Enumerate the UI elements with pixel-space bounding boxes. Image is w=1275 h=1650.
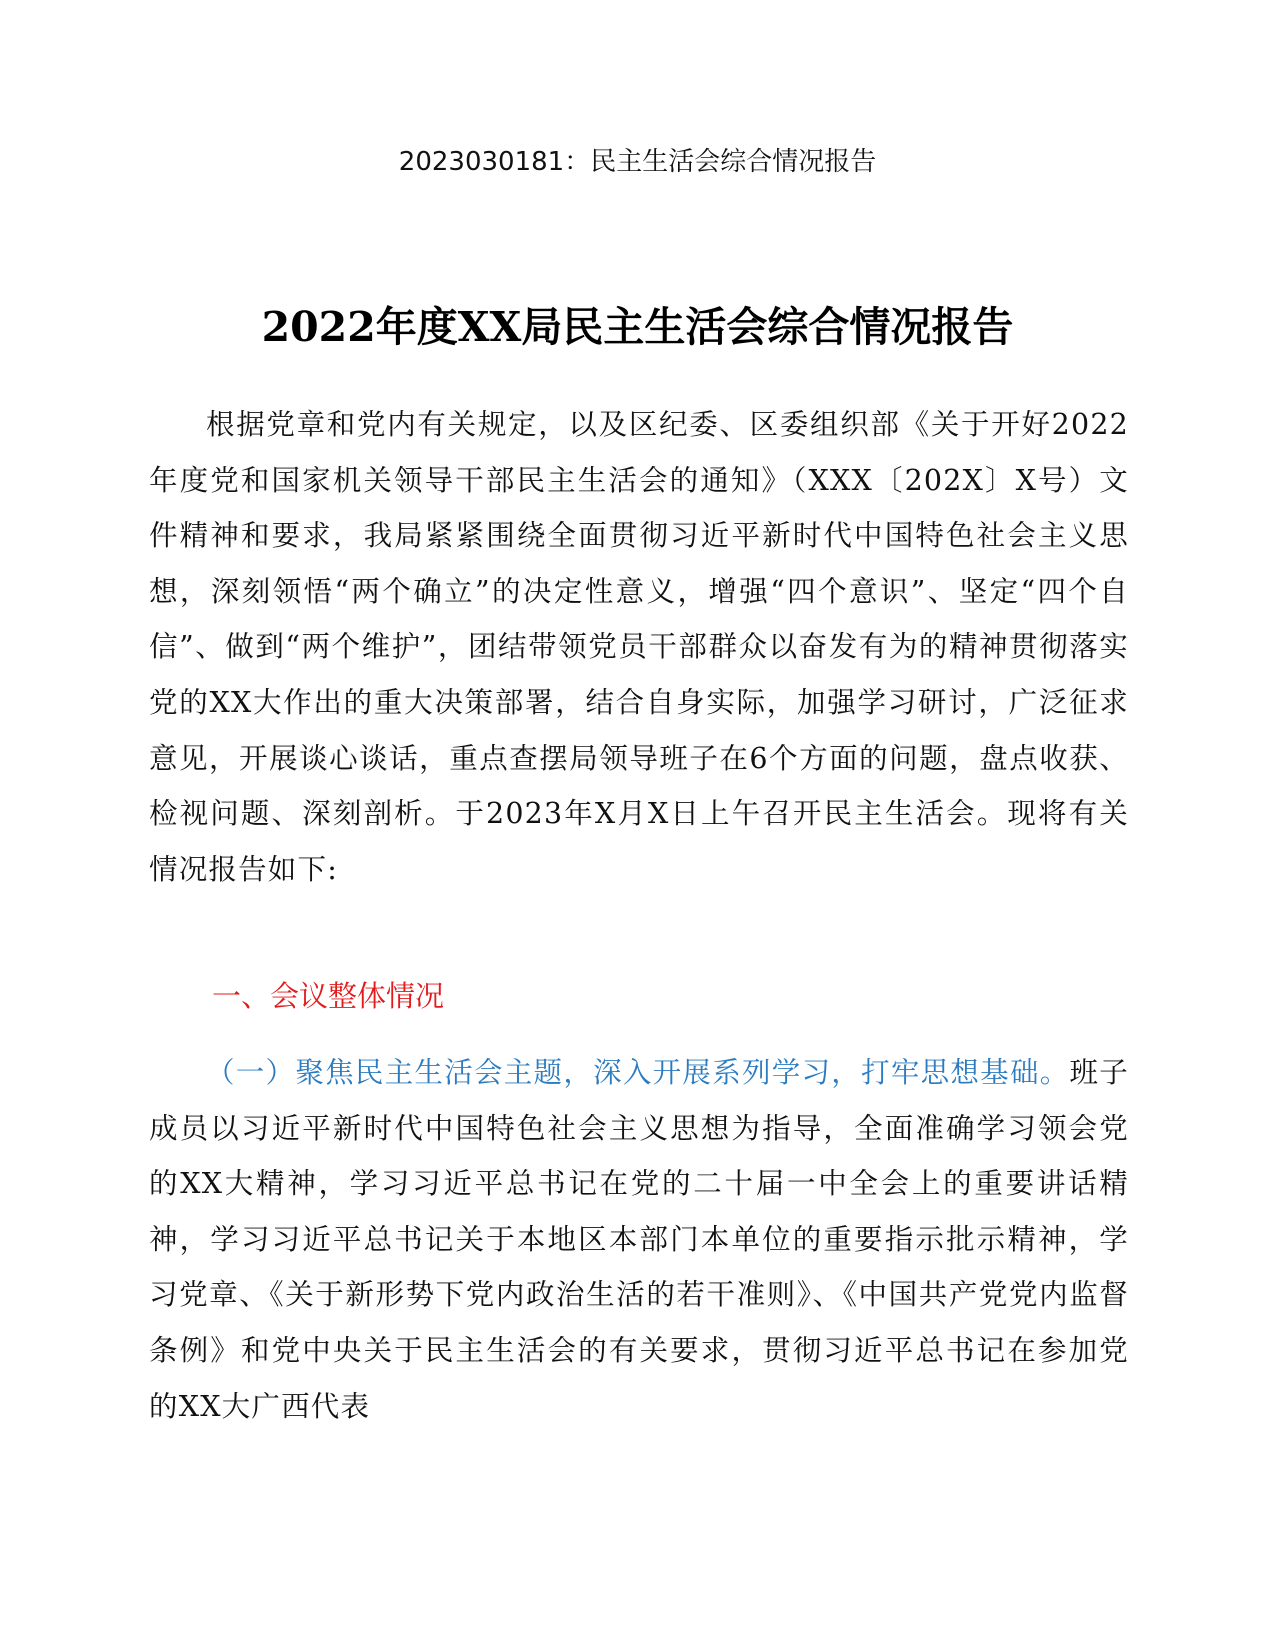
subsection-1-body: 班子成员以习近平新时代中国特色社会主义思想为指导，全面准确学习领会党的XX大精神，学习习近平总书记在党的二十届一中全会上的重要讲话精神，学习习近平总书记关于本地区本部门本单位的重要指示批示精神，学习党章、《关于新形势下党内政治生活的若干准则》、《中国共产党党内监督条例》和党中央关于民主生活会的有关要求，贯彻习近平总书记在参加党的XX大广西代表 <box>149 1056 1129 1423</box>
document-header: 2023030181：民主生活会综合情况报告 <box>398 147 877 177</box>
subsection-1-heading: （一）聚焦民主生活会主题，深入开展系列学习，打牢思想基础。 <box>206 1056 1070 1089</box>
document-title: 2022年度XX局民主生活会综合情况报告 <box>261 303 1014 351</box>
intro-paragraph: 根据党章和党内有关规定，以及区纪委、区委组织部《关于开好2022年度党和国家机关领导干部民主生活会的通知》（XXX〔202X〕X号）文件精神和要求，我局紧紧围绕全面贯彻习近平新时代中国特色社会主义思想，深刻领悟“两个确立”的决定性意义，增强“四个意识”、坚定“四个自信”、做到“两个维护”，团结带领党员干部群众以奋发有为的精神贯彻落实党的XX大作出的重大决策部署，结合自身实际，加强学习研讨，广泛征求意见，开展谈心谈话，重点查摆局领导班子在6个方面的问题，盘点收获、检视问题、深刻剖析。于2023年X月X日上午召开民主生活会。现将有关情况报告如下: <box>149 408 1129 886</box>
subsection-1-paragraph <box>149 1045 1129 1434</box>
intro-section <box>149 397 1129 897</box>
section-heading-1: 一、会议整体情况 <box>212 979 445 1013</box>
subsection-1 <box>149 1045 1129 1434</box>
